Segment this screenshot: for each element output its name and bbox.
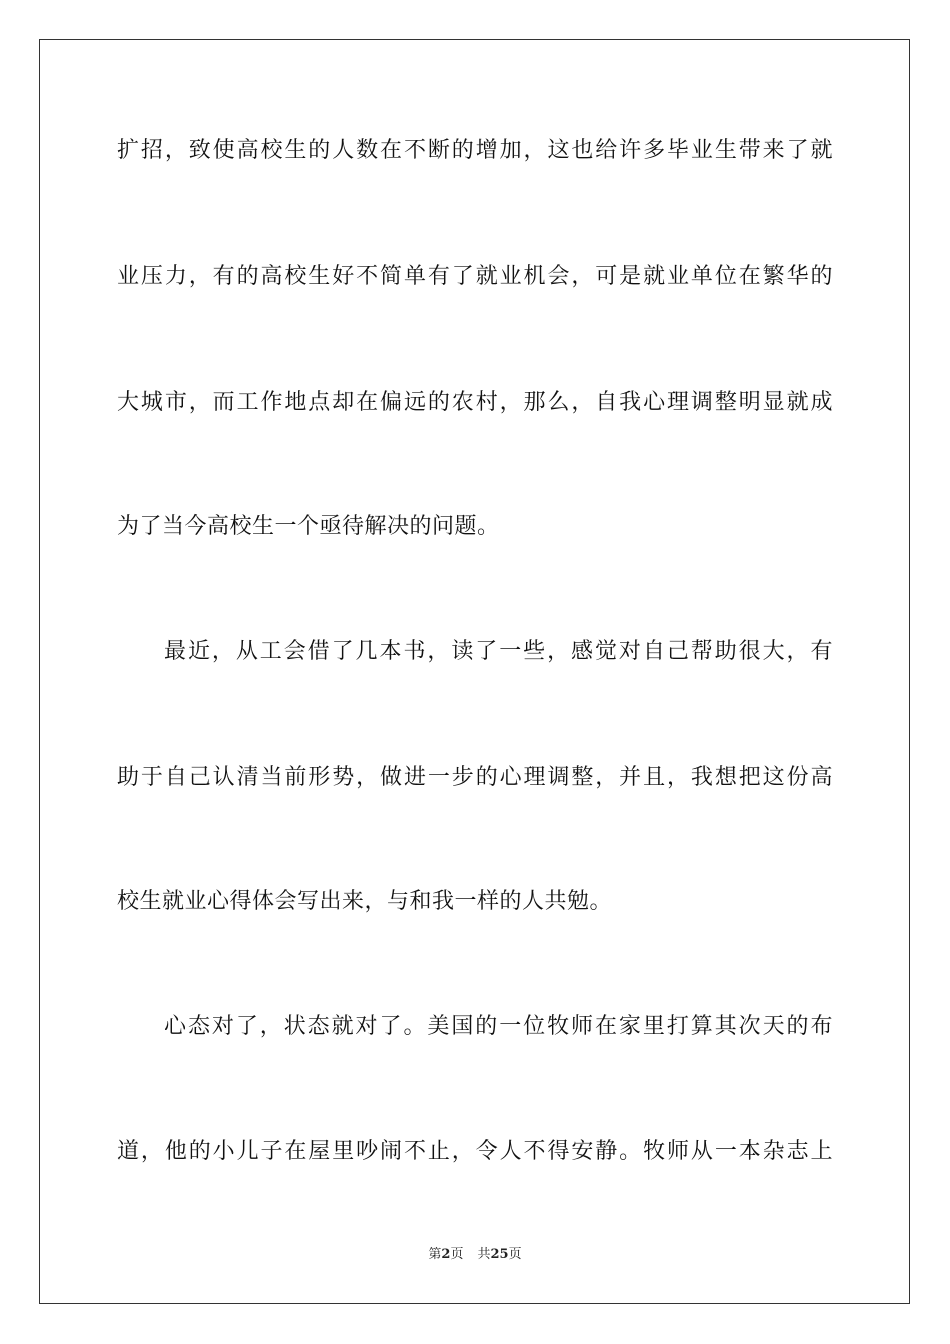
text-line: 业压力，有的高校生好不简单有了就业机会，可是就业单位在繁华的 — [117, 264, 833, 289]
paragraph-first-line: 心态对了，状态就对了。美国的一位牧师在家里打算其次天的布 — [164, 1014, 833, 1039]
page-suffix: 页 — [450, 1247, 464, 1262]
text-line: 扩招，致使高校生的人数在不断的增加，这也给许多毕业生带来了就 — [117, 138, 833, 163]
paragraph-first-line: 最近，从工会借了几本书，读了一些，感觉对自己帮助很大，有 — [164, 639, 833, 664]
page-prefix: 第 — [428, 1247, 442, 1262]
total-suffix: 页 — [508, 1247, 522, 1262]
page-number: 2 — [441, 1247, 451, 1262]
total-pages: 25 — [490, 1247, 509, 1262]
page-footer — [0, 1246, 950, 1264]
text-line: 道，他的小儿子在屋里吵闹不止，令人不得安静。牧师从一本杂志上 — [117, 1139, 833, 1164]
text-line: 校生就业心得体会写出来，与和我一样的人共勉。 — [117, 889, 613, 914]
text-line: 助于自己认清当前形势，做进一步的心理调整，并且，我想把这份高 — [117, 765, 833, 790]
page-border — [39, 39, 910, 1304]
text-line: 大城市，而工作地点却在偏远的农村，那么，自我心理调整明显就成 — [117, 390, 833, 415]
total-prefix: 共 — [477, 1247, 491, 1262]
text-line: 为了当今高校生一个亟待解决的问题。 — [117, 514, 500, 539]
